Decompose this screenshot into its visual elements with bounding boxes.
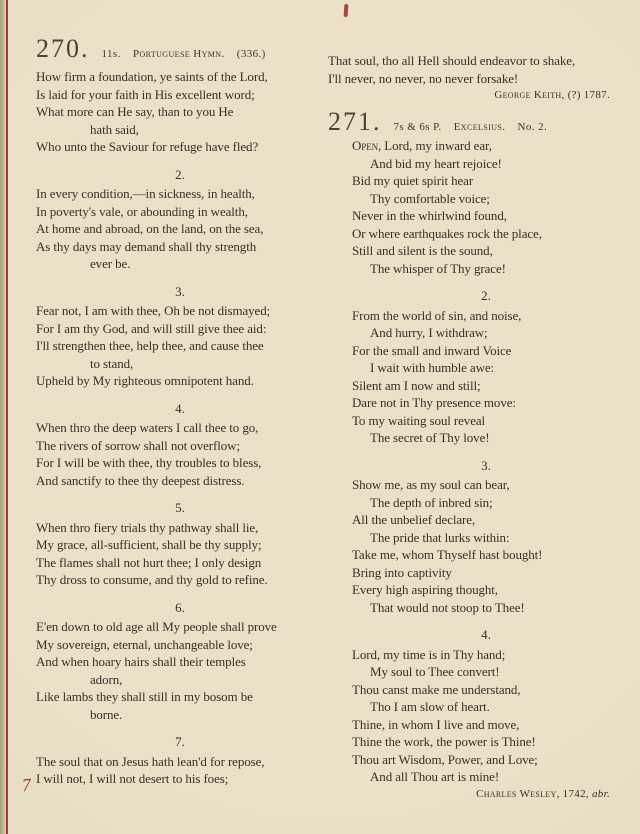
- verse-line: That soul, tho all Hell should endeavor to shake,: [328, 53, 576, 68]
- verse-line: Bring into captivity: [352, 564, 452, 580]
- verse-number: 7.: [175, 734, 185, 749]
- verse: [352, 307, 620, 447]
- verse-line: When thro fiery trials thy pathway shall lie,: [36, 519, 259, 535]
- hymn-270-tune-ref: (336.): [236, 48, 266, 60]
- hymn-271-verses: [328, 137, 620, 786]
- verse-number: 4.: [481, 627, 491, 642]
- verse-line: Dare not in Thy presence move:: [352, 395, 516, 410]
- hymn-271-number: 271.: [328, 107, 382, 136]
- hymn-270-number: 270.: [36, 34, 90, 63]
- verse-line: to stand,: [90, 355, 134, 371]
- verse-line: I wait with humble awe:: [370, 360, 495, 375]
- verse: [36, 519, 324, 589]
- verse-line: The rivers of sorrow shall not overflow;: [36, 437, 240, 453]
- red-ink-mark-bottom: 7: [20, 774, 33, 796]
- verse-line: In poverty's vale, or abounding in wealth,: [36, 203, 248, 219]
- hymn-271-author-name: Charles Wesley, 1742,: [476, 787, 589, 800]
- verse-line: Thine the work, the power is Thine!: [352, 734, 536, 749]
- hymn-271-meta: [394, 121, 557, 133]
- verse-line: Is laid for your faith in His excellent word;: [36, 86, 255, 102]
- right-column: [328, 50, 620, 800]
- verse-line: Or where earthquakes rock the place,: [352, 225, 542, 241]
- verse-line: The pride that lurks within:: [370, 529, 510, 545]
- left-column: [36, 34, 324, 788]
- hymn-271-author-suffix: abr.: [591, 787, 610, 800]
- verse: [36, 618, 324, 723]
- verse-line: As thy days may demand shall thy strength: [36, 238, 257, 254]
- verse-number: 4.: [175, 400, 185, 416]
- verse-line: For I am thy God, and will still give thee aid:: [36, 320, 267, 336]
- verse-line: My sovereign, eternal, unchangeable love;: [36, 636, 253, 652]
- verse-line: Lord, my time is in Thy hand;: [352, 646, 506, 662]
- verse-line: The secret of Thy love!: [370, 430, 490, 445]
- verse-line: My grace, all-sufficient, shall be thy supply;: [36, 537, 262, 552]
- verse-number: 5.: [175, 500, 185, 515]
- verse-line: For the small and inward Voice: [352, 342, 512, 358]
- verse-line: Thou canst make me understand,: [352, 681, 521, 697]
- verse-line: Upheld by My righteous omnipotent hand.: [36, 373, 254, 388]
- verse-line: Still and silent is the sound,: [352, 243, 493, 258]
- verse-number: 2.: [481, 288, 491, 303]
- red-ink-mark-top: [344, 4, 349, 17]
- verse-line: From the world of sin, and noise,: [352, 307, 522, 323]
- hymn-271-heading: [328, 107, 620, 137]
- verse-line: What more can He say, than to you He: [36, 104, 234, 119]
- hymn-270-meter: 11s.: [101, 48, 121, 60]
- verse-line: My soul to Thee convert!: [370, 664, 500, 679]
- hymn-270-continuation: [328, 52, 620, 87]
- verse: [36, 753, 324, 788]
- verse: [36, 68, 324, 156]
- verse-line: Open, Lord, my inward ear,: [352, 138, 492, 153]
- verse-line: At home and abroad, on the land, on the sea,: [36, 221, 264, 236]
- verse-line: The depth of inbred sin;: [370, 494, 493, 510]
- verse-line: Thy comfortable voice;: [370, 190, 490, 206]
- verse-line: That would not stoop to Thee!: [370, 599, 525, 615]
- verse-line: I'll never, no never, no never forsake!: [328, 70, 519, 86]
- verse-line: Fear not, I am with thee, Oh be not dismayed;: [36, 303, 271, 318]
- lead-word-small-caps: Open,: [352, 138, 382, 153]
- hymn-271-author: [328, 788, 620, 800]
- verse-line: borne.: [90, 706, 123, 722]
- hymn-270-author: [328, 89, 620, 101]
- verse-line: Like lambs they shall still in my bosom be: [36, 689, 253, 704]
- verse-line: The whisper of Thy grace!: [370, 260, 506, 276]
- verse-line: adorn,: [90, 671, 123, 687]
- hymn-271-title: Excelsius.: [453, 121, 506, 133]
- hymn-271-tune-ref: No. 2.: [517, 121, 548, 133]
- verse-line: When thro the deep waters I call thee to go,: [36, 420, 259, 435]
- verse: [328, 52, 620, 87]
- verse-line: Show me, as my soul can bear,: [352, 477, 510, 492]
- verse-line: Silent am I now and still;: [352, 377, 481, 393]
- verse-line: For I will be with thee, thy troubles to bless,: [36, 455, 262, 470]
- verse-line: In every condition,—in sickness, in health,: [36, 186, 255, 201]
- verse: [36, 302, 324, 390]
- verse-line: And when hoary hairs shall their temples: [36, 654, 246, 669]
- verse-line: E'en down to old age all My people shall prove: [36, 619, 277, 634]
- verse-number: 3.: [481, 457, 491, 473]
- red-spine-rule: [6, 0, 8, 834]
- verse-line: I will not, I will not desert to his foes;: [36, 771, 229, 786]
- verse: [352, 476, 620, 616]
- hymn-270-verses: [36, 68, 324, 788]
- verse-line: And sanctify to thee thy deepest distress.: [36, 472, 245, 488]
- verse-line: hath said,: [90, 121, 139, 137]
- verse-line: And bid my heart rejoice!: [370, 155, 502, 171]
- hymn-270-heading: [36, 34, 324, 64]
- verse-line: Never in the whirlwind found,: [352, 208, 507, 223]
- hymn-271-meter: 7s & 6s P.: [393, 121, 442, 133]
- verse: [352, 646, 620, 786]
- verse-line: Thou art Wisdom, Power, and Love;: [352, 751, 538, 767]
- verse-line: Who unto the Saviour for refuge have fled?: [36, 139, 259, 154]
- hymn-270-author-name: George Keith, (?) 1787.: [494, 89, 610, 101]
- verse: [352, 137, 620, 277]
- verse: [36, 419, 324, 489]
- verse-line: Thine, in whom I live and move,: [352, 716, 520, 732]
- verse-line: ever be.: [90, 256, 131, 271]
- hymn-270-meta: [102, 48, 275, 60]
- verse-line: The flames shall not hurt thee; I only design: [36, 554, 262, 570]
- hymn-270-title: Portuguese Hymn.: [132, 48, 225, 60]
- verse-line: Bid my quiet spirit hear: [352, 173, 474, 188]
- verse-number: 6.: [175, 599, 185, 615]
- verse-line: And hurry, I withdraw;: [370, 325, 488, 340]
- verse-line: Thy dross to consume, and thy gold to refine.: [36, 572, 268, 587]
- verse-number: 3.: [175, 283, 185, 299]
- verse-line: Tho I am slow of heart.: [370, 699, 490, 714]
- verse-line: And all Thou art is mine!: [370, 769, 500, 784]
- verse-number: 2.: [175, 166, 185, 182]
- verse-line: Take me, whom Thyself hast bought!: [352, 547, 543, 562]
- verse-line: All the unbelief declare,: [352, 512, 476, 527]
- verse-line: I'll strengthen thee, help thee, and cause thee: [36, 338, 264, 353]
- verse-line: How firm a foundation, ye saints of the Lord,: [36, 69, 268, 84]
- verse-line: Every high aspiring thought,: [352, 582, 498, 597]
- verse: [36, 185, 324, 273]
- verse-line: The soul that on Jesus hath lean'd for repose,: [36, 753, 265, 769]
- verse-line: To my waiting soul reveal: [352, 412, 486, 428]
